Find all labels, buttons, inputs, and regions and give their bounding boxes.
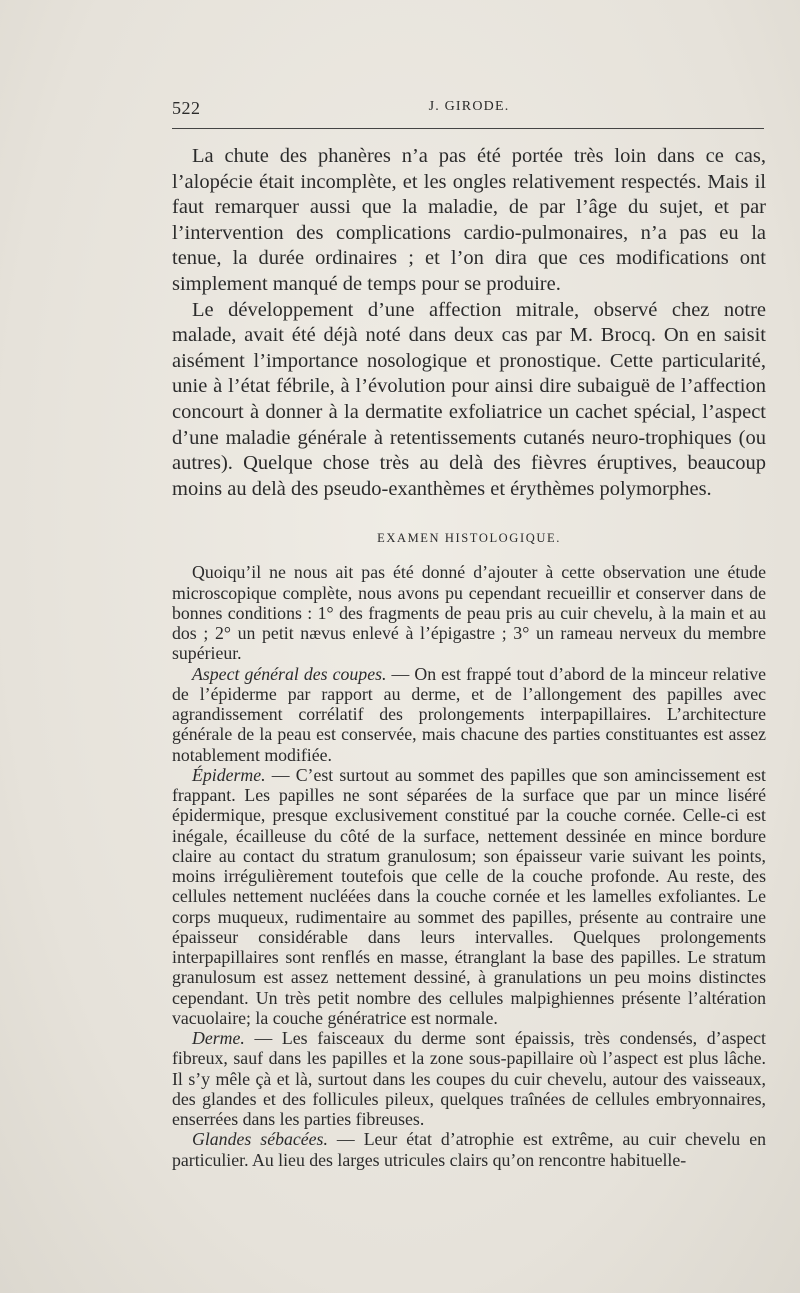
paragraph: [172, 1028, 766, 1129]
paragraph-text: Quoiqu’il ne nous ait pas été donné d’ajouter à cette observation une étude microscopique complète, nous avons pu cependant recueillir et conserver dans de bonnes conditions : 1° des fragments de peau pris au cuir chevelu, à la main et au dos ; 2° un petit nævus enlevé à l’épigastre ; 3° un rameau nerveux du membre supérieur.: [172, 562, 766, 664]
running-head: J. GIRODE.: [428, 99, 510, 114]
paragraph: Le développement d’une affection mitrale, observé chez notre malade, avait été déjà noté dans deux cas par M. Brocq. On en saisit aisément l’importance nosologique et pronostique. Cette particularité, unie à l’état fébrile, à l’évolution pour ainsi dire subaiguë de l’affection concourt à donner à la dermatite exfoliatrice un cachet spécial, l’aspect d’une maladie générale à retentissements cutanés neuro-trophiques (ou autres). Quelque chose très au delà des fièvres éruptives, beaucoup moins au delà des pseudo-exanthèmes et érythèmes polymorphes.: [172, 298, 766, 500]
paragraph-lead: Glandes sébacées.: [192, 1129, 328, 1150]
page-body: [172, 144, 766, 1170]
paragraph-text: — Leur état d’atrophie est extrême, au cuir chevelu en particulier. Au lieu des larges utricules clairs qu’on rencontre habituelle-: [172, 1129, 766, 1170]
page-number: 522: [172, 98, 201, 118]
header-rule: [172, 128, 764, 129]
paragraph: [172, 1129, 766, 1170]
paragraph-text: — Les faisceaux du derme sont épaissis, très condensés, d’aspect fibreux, sauf dans les papilles et la zone sous-papillaire où l’aspect est plus lâche. Il s’y mêle çà et là, surtout dans les coupes du cuir chevelu, autour des vaisseaux, des glandes et des follicules pileux, quelques traînées de cellules embryonnaires, enserrées dans les parties fibreuses.: [172, 1028, 766, 1130]
histology-section: [172, 562, 766, 1170]
paragraph: La chute des phanères n’a pas été portée très loin dans ce cas, l’alopécie était incomplète, et les ongles relativement respectés. Mais il faut remarquer aussi que la maladie, de par l’âge du sujet, et par l’intervention des complications cardio-pulmonaires, n’a pas eu la tenue, la durée ordinaires ; et l’on dira que ces modifications ont simplement manqué de temps pour se produire.: [172, 145, 766, 295]
paragraph-lead: Derme.: [192, 1028, 245, 1049]
paragraph-text: — C’est surtout au sommet des papilles que son amincissement est frappant. Les papilles ne sont séparées de la surface que par un mince liséré épidermique, presque exclusivement constitué par la couche cornée. Celle-ci est inégale, écailleuse du côté de la surface, nettement dessinée en mince bordure claire au contact du stratum granulosum; son épaisseur varie suivant les points, moins irrégulièrement toutefois que celle de la couche profonde. Au reste, des cellules nettement nucléées dans la couche cornée et les lamelles exfoliantes. Le corps muqueux, rudimentaire au sommet des papilles, présente au contraire une épaisseur considérable dans leurs intervalles. Quelques prolongements interpapillaires sont renflés en masse, étranglant la base des papilles. Le stratum granulosum est assez nettement dessiné, à granulations un peu moins distinctes cependant. Un très petit nombre des cellules malpighiennes présente l’altération vacuolaire; la couche génératrice est normale.: [172, 764, 766, 1028]
paragraph: [172, 765, 766, 1028]
paragraph-text: — On est frappé tout d’abord de la minceur relative de l’épiderme par rapport au derme, et de l’allongement des papilles avec agrandissement corrélatif des prolongements interpapillaires. L’architecture générale de la peau est conservée, mais chacune des parties constituantes est assez notablement modifiée.: [172, 663, 766, 765]
paragraph-lead: Épiderme.: [192, 764, 266, 785]
paragraph: [172, 562, 766, 663]
paragraph-lead: Aspect général des coupes.: [192, 663, 387, 684]
intro-section: [172, 144, 766, 502]
page-header: [172, 98, 766, 122]
paragraph: [172, 664, 766, 765]
section-title: EXAMEN HISTOLOGIQUE.: [377, 531, 561, 546]
